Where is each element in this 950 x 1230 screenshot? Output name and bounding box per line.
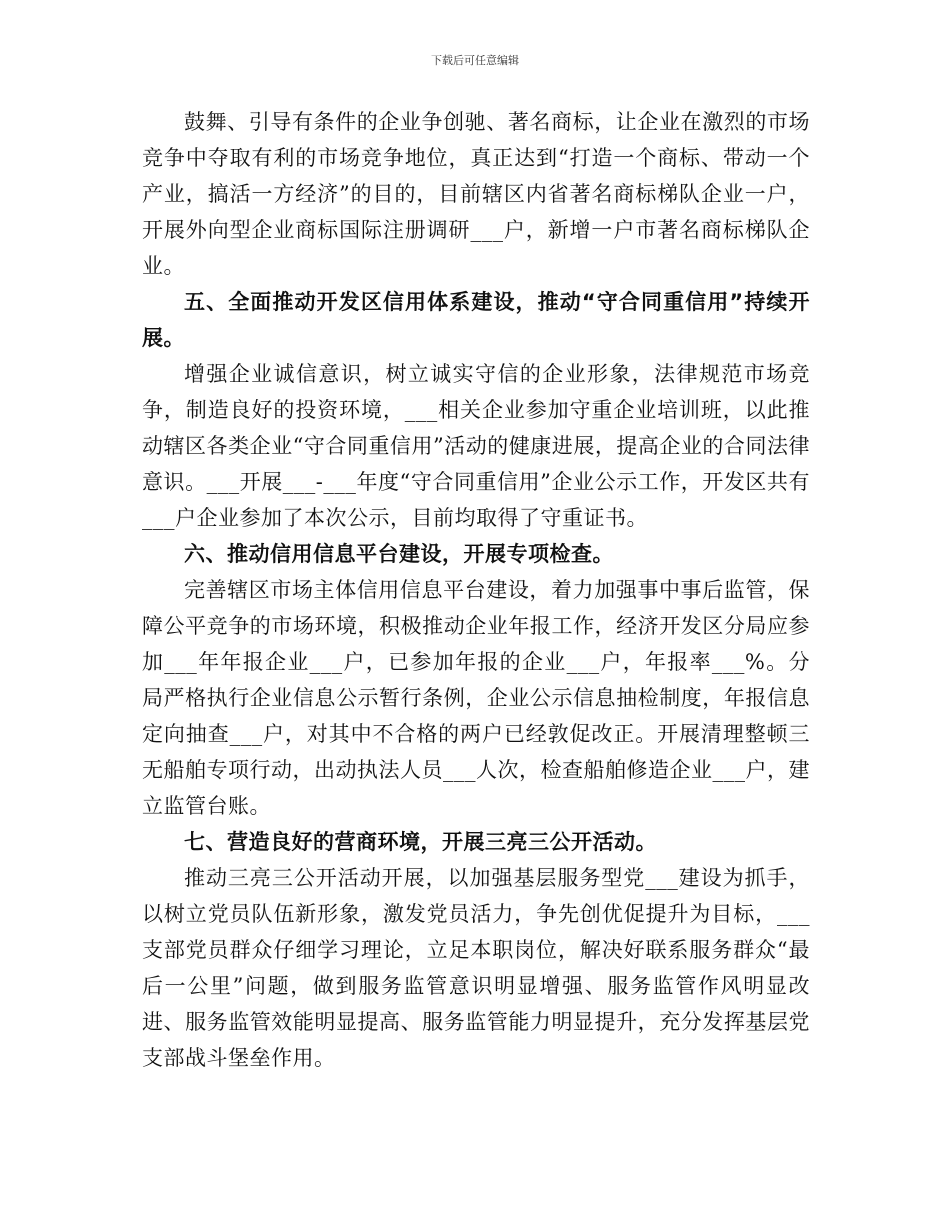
section-heading-5: 五、全面推动开发区信用体系建设，推动“守合同重信用”持续开展。 xyxy=(142,290,810,350)
page-header: 下载后可任意编辑 xyxy=(431,54,519,67)
section-heading-7: 七、营造良好的营商环境，开展三亮三公开活动。 xyxy=(184,830,657,854)
paragraph-trademark: 鼓舞、引导有条件的企业争创驰、著名商标，让企业在激烈的市场竞争中夺取有利的市场竞争地位，真正达到“打造一个商标、带动一个产业，搞活一方经济”的目的，目前辖区内省著名商标梯队企业一户，开展外向型企业商标国际注册调研___户，新增一户市著名商标梯队企业。 xyxy=(142,110,810,278)
paragraph-business-environment: 推动三亮三公开活动开展，以加强基层服务型党___建设为抓手，以树立党员队伍新形象，激发党员活力，争先创优促提升为目标，___支部党员群众仔细学习理论，立足本职岗位，解决好联系服务群众“最后一公里”问题，做到服务监管意识明显增强、服务监管作风明显改进、服务监管效能明显提高、服务监管能力明显提升，充分发挥基层党支部战斗堡垒作用。 xyxy=(142,866,810,1070)
paragraph-credit-platform: 完善辖区市场主体信用信息平台建设，着力加强事中事后监管，保障公平竞争的市场环境，积极推动企业年报工作，经济开发区分局应参加___年年报企业___户，已参加年报的企业___户，年报率___%。分局严格执行企业信息公示暂行条例，企业公示信息抽检制度，年报信息定向抽查___户，对其中不合格的两户已经敦促改正。开展清理整顿三无船舶专项行动，出动执法人员___人次，检查船舶修造企业___户，建立监管台账。 xyxy=(142,578,810,818)
paragraph-credit-system: 增强企业诚信意识，树立诚实守信的企业形象，法律规范市场竞争，制造良好的投资环境，___相关企业参加守重企业培训班，以此推动辖区各类企业“守合同重信用”活动的健康进展，提高企业的合同法律意识。___开展___-___年度“守合同重信用”企业公示工作，开发区共有___户企业参加了本次公示，目前均取得了守重证书。 xyxy=(142,362,810,530)
document-body xyxy=(142,104,810,1076)
section-heading-6: 六、推动信用信息平台建设，开展专项检查。 xyxy=(184,542,614,566)
